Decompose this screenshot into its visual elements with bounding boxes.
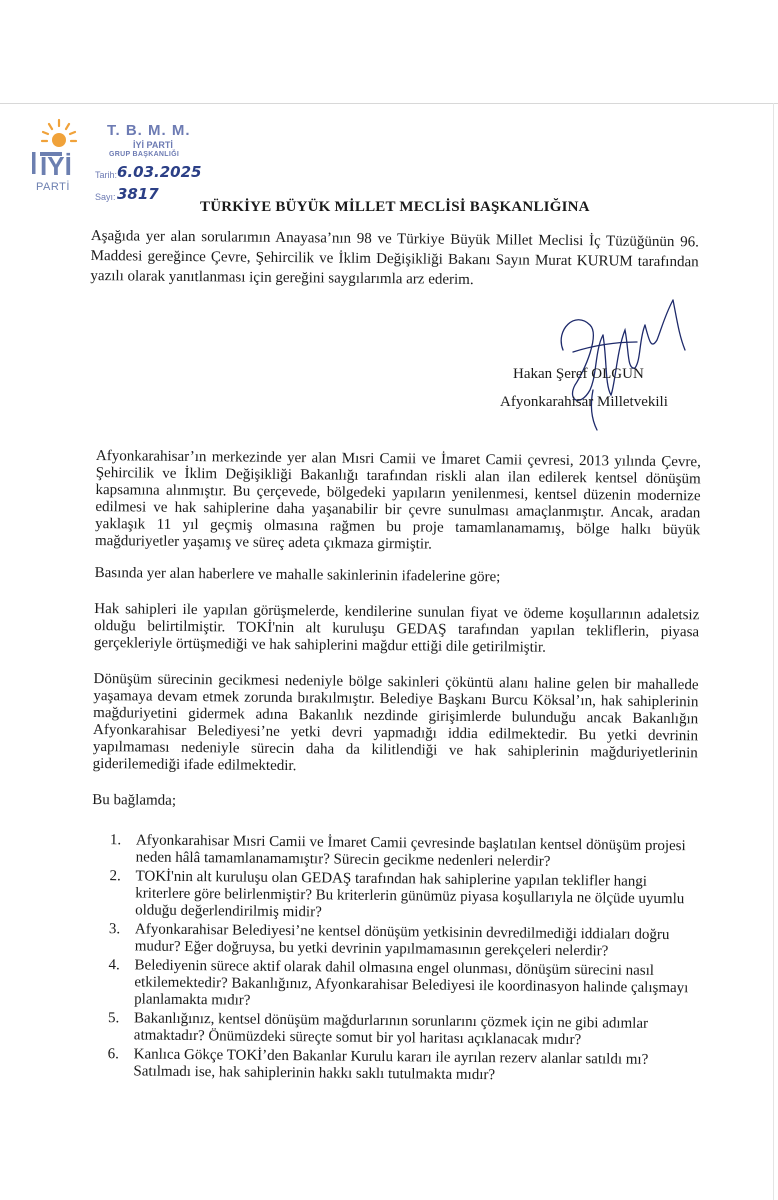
page-right-edge [773, 103, 774, 1200]
handwritten-signature [545, 290, 695, 440]
stamp-number-value: 3817 [117, 185, 159, 203]
body-paragraph: Afyonkarahisar’ın merkezinde yer alan Mısri Camii ve İmaret Camii çevresi, 2013 yılında Çevre, Şehircilik ve İklim Değişikliği Bakanlığı tarafından riskli alan ilan edilerek kentsel dönüşüm kapsamına alınmıştır. Bu çerçevede, bölgedeki yapıların yenilenmesi, kentsel düzenin modernize edilmesi ve hak sahiplerine daha yaşanabilir bir çevre sunulması amaçlanmıştır. Ancak, aradan yaklaşık 11 yıl geçmiş olmasına rağmen bu proje tamamlanamamış, bölge halkı büyük mağduriyetler yaşamış ve süreç adeta çıkmaza girmiştir. [94, 448, 701, 553]
question-body [89, 448, 701, 1088]
question-list [89, 832, 697, 1086]
stamp-institution: T. B. M. M. [107, 122, 191, 139]
stamp-party: İYİ PARTİ [133, 140, 173, 150]
body-paragraph: Basında yer alan haberlere ve mahalle sakinlerinin ifadelerine göre; [94, 564, 501, 586]
stamp-number-label: Sayı: [95, 192, 116, 202]
question-text: TOKİ'nin alt kuruluşu olan GEDAŞ tarafından hak sahiplerine yapılan teklifler hangi kriterlere göre belirlenmiştir? Bu kriterlerin günümüz piyasa koşullarıyla ne ölçüde uyumlu olduğu değerlendirilmiş midir? [135, 868, 685, 921]
document-heading: TÜRKİYE BÜYÜK MİLLET MECLİSİ BAŞKANLIĞINA [200, 199, 590, 215]
svg-text:İYİ: İYİ [40, 151, 72, 181]
body-paragraph: Dönüşüm sürecinin gecikmesi nedeniyle bölge sakinleri çöküntü alanı haline gelen bir mahallede yaşamaya devam etmek zorunda bırakılmıştır. Belediye Başkanı Burcu Köksal’ın, hak sahiplerinin mağduriyetini gidermek adına Bakanlık nezdinde girişimlerde bulunduğu ancak Bakanlığın Afyonkarahisar Belediyesi’ne yetki devri yapmadığı iddia edilmektedir. Bu yetki devrinin yapılmaması nedeniyle sürecin daha da kilitlendiği ve hak sahiplerinin mağduriyetlerinin giderilemediği ifade edilmektedir. [92, 670, 699, 775]
question-item [90, 957, 696, 1014]
question-item [91, 868, 697, 925]
signatory-title: Afyonkarahisar Milletvekili [500, 394, 668, 410]
question-number: 2. [109, 868, 121, 885]
question-text: Afyonkarahisar Belediyesi’ne kentsel dönüşüm yetkisinin devredilmediği iddiaları doğru mudur? Eğer doğruysa, bu yetki devrinin yapılmamasının gerekçeleri nelerdir? [134, 921, 670, 960]
stamp-date-label: Tarih: [95, 170, 118, 180]
question-number: 4. [108, 957, 120, 974]
question-text: Bakanlığınız, kentsel dönüşüm mağdurlarının sorunlarını çözmek için ne gibi adımlar atmaktadır? Önümüzdeki süreçte somut bir yol haritası açıklanacak mıdır? [133, 1010, 649, 1049]
question-item [92, 832, 697, 872]
body-paragraph: Bu bağlamda; [92, 791, 177, 809]
body-paragraph: Hak sahipleri ile yapılan görüşmelerde, kendilerine sunulan fiyat ve ödeme koşullarının adaletsiz olduğu belirtilmiştir. TOKİ'nin alt kuruluşu GEDAŞ tarafından yapılan tekliflerin, piyasa gerçekleriyle örtüşmediği ve hak sahiplerini mağdur ettiği dile getirilmiştir. [93, 600, 700, 656]
question-number: 6. [107, 1046, 119, 1063]
question-item [90, 1010, 695, 1050]
intro-paragraph: Aşağıda yer alan sorularımın Anayasa’nın 98 ve Türkiye Büyük Millet Meclisi İç Tüzüğünün 96. Maddesi gereğince Çevre, Şehircilik ve İklim Değişikliği Bakanı Sayın Murat KURUM tarafından yazılı olarak yanıtlanması için gereğini saygılarımla arz ederim. [90, 227, 699, 289]
stamp-group: GRUP BAŞKANLIĞI [109, 151, 180, 158]
question-item [89, 1046, 694, 1086]
stamp-date-value: 6.03.2025 [117, 163, 202, 181]
question-text: Belediyenin sürece aktif olarak dahil olmasına engel olunması, dönüşüm sürecini nasıl etkilemektedir? Bakanlığınız, Afyonkarahisar Belediyesi ile koordinasyon halinde çalışmayı planlamakta mıdır? [134, 957, 689, 1009]
signatory-name: Hakan Şeref OLGUN [513, 366, 644, 382]
question-number: 5. [107, 1010, 120, 1027]
page-top-edge [0, 103, 778, 104]
question-number: 1. [109, 832, 122, 849]
question-text: Afyonkarahisar Mısri Camii ve İmaret Camii çevresinde başlatılan kentsel dönüşüm projesi neden hâlâ tamamlanamamıştır? Sürecin gecikme nedenleri nelerdir? [135, 832, 686, 870]
question-number: 3. [108, 921, 121, 938]
question-text: Kanlıca Gökçe TOKİ’den Bakanlar Kurulu kararı ile ayrılan rezerv alanlar satıldı mı? Satılmadı ise, hak sahiplerinin hakkı saklı tutulmakta mıdır? [133, 1046, 649, 1084]
logo-party-text: PARTİ [36, 181, 70, 193]
registry-stamp [95, 120, 235, 210]
question-item [91, 921, 696, 961]
